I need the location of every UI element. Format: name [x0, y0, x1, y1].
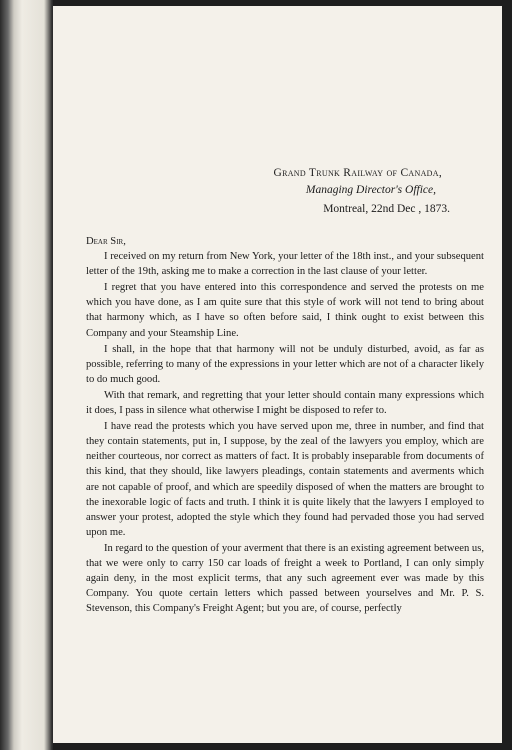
- paragraph: I have read the protests which you have served upon me, three in number, and find that they contain statements, put in, I suppose, by the zeal of the lawyers you employ, which are neither courteous, nor correct as matters of fact. It is probably inseparable from documents of this kind, that they should, like lawyers pleadings, contain statements and averments which are not capable of proof, and which are speedily disposed of when the matters are brought to the inexorable logic of facts and truth. I think it is quite likely that the lawyers I employed to answer your protest, adopted the style which they found had pervaded those you had served upon me.: [86, 421, 484, 538]
- paragraph: I regret that you have entered into this correspondence and served the protests on me which you have done, as I am quite sure that this style of work will not tend to bring about that harmony which, as I have so often before said, I think ought to exist between this Company and your Steamship Line.: [86, 282, 484, 339]
- paragraph: I received on my return from New York, your letter of the 18th inst., and your subsequent letter of the 19th, asking me to make a correction in the last clause of your letter.: [86, 251, 484, 278]
- letterhead-company: Grand Trunk Railway of Canada,: [273, 167, 442, 179]
- salutation: Dear Sir,: [86, 236, 126, 247]
- letter-body: [86, 234, 484, 616]
- paragraph: I shall, in the hope that that harmony will not be unduly disturbed, avoid, as far as possible, referring to many of the expressions in your letter which are not of a character likely to do much good.: [86, 343, 485, 385]
- letterhead-office: Managing Director's Office,: [305, 184, 436, 196]
- paragraph: With that remark, and regretting that your letter should contain many expressions which it does, I pass in silence what otherwise I might be disposed to refer to.: [86, 389, 484, 417]
- paragraph: In regard to the question of your averment that there is an existing agreement between us, that we were only to carry 150 car loads of freight a week to Portland, I can only simply again deny, in the most explicit terms, that any such agreement ever was made by this Company. You quote certain letters which passed between yourselves and Mr. P. S. Stevenson, this Company's Freight Agent; but you are, of course, perfectly: [86, 542, 484, 615]
- binding-edge: [0, 0, 53, 750]
- letter-page: [53, 6, 502, 743]
- letterhead-dateline: Montreal, 22nd Dec , 1873.: [323, 203, 450, 215]
